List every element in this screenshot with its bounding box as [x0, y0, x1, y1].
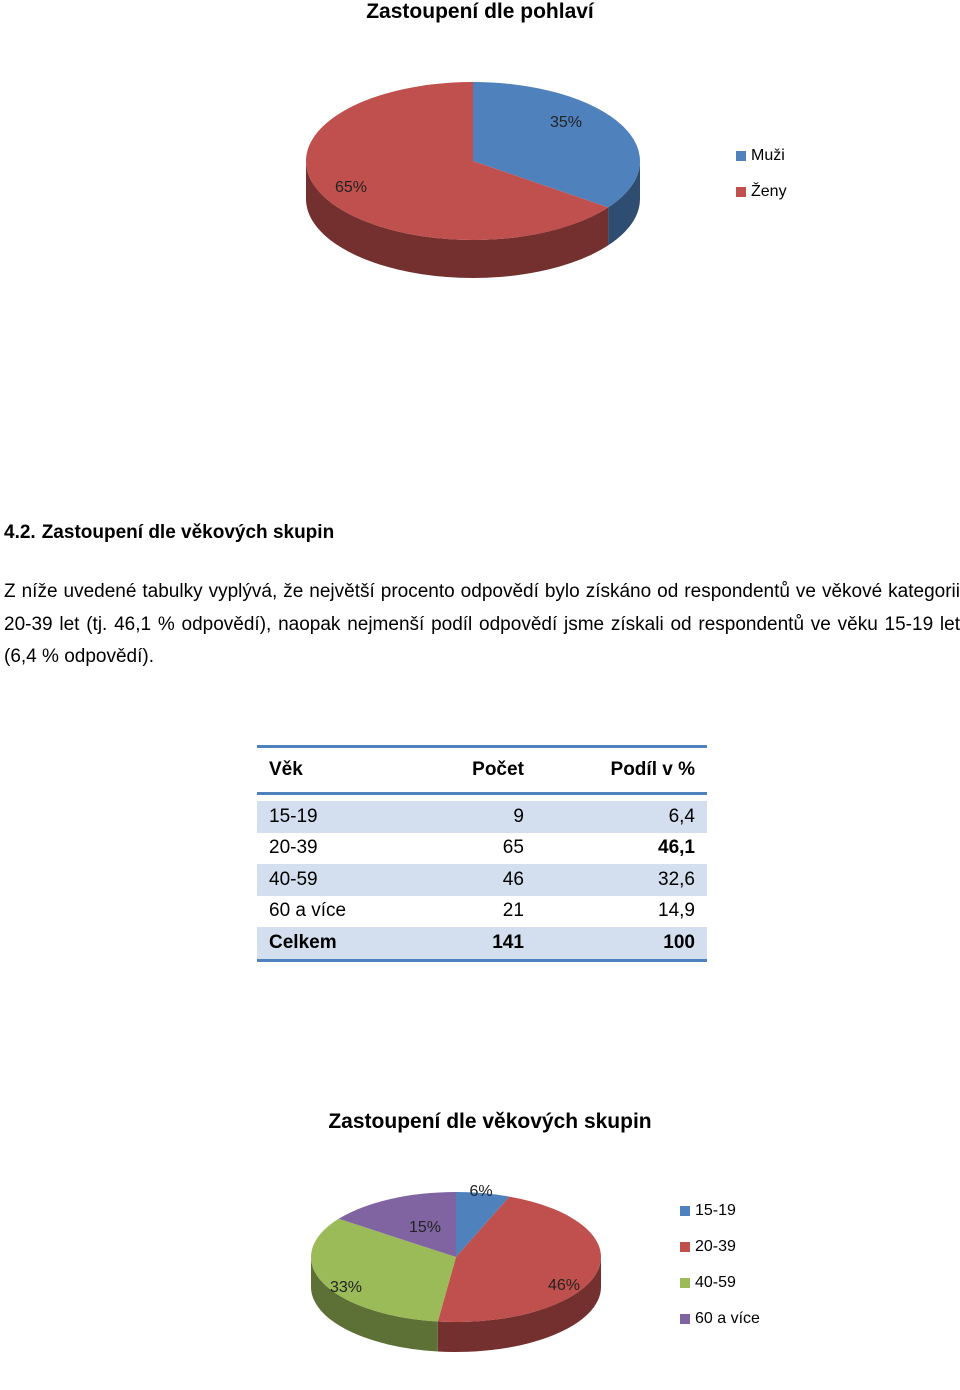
legend-gender [736, 138, 787, 210]
pie-data-label: 6% [469, 1183, 493, 1200]
section-heading [4, 522, 334, 544]
table-header-share: Podíl v % [536, 747, 707, 794]
legend-swatch-20-39 [680, 1242, 690, 1252]
table-row [257, 864, 707, 896]
table-row [257, 896, 707, 928]
table-cell-age: 60 a více [269, 900, 347, 922]
table-total-share: 100 [536, 927, 707, 960]
legend-swatch-zeny [736, 187, 746, 197]
legend-label-20-39: 20-39 [695, 1238, 736, 1255]
pie-chart-gender [0, 0, 960, 300]
pie-data-label: 65% [334, 179, 368, 196]
table-header-row [257, 747, 707, 794]
legend-age [680, 1193, 760, 1337]
table-row [257, 801, 707, 833]
legend-item-40-59 [680, 1265, 760, 1301]
legend-swatch-15-19 [680, 1206, 690, 1216]
pie-data-label: 46% [547, 1277, 581, 1294]
chart-title-age: Zastoupení dle věkových skupin [328, 1110, 652, 1133]
legend-item-15-19 [680, 1193, 760, 1229]
table-cell-share: 32,6 [536, 864, 707, 896]
legend-swatch-muzi [736, 151, 746, 161]
chart-title-gender: Zastoupení dle pohlaví [366, 0, 594, 23]
table-cell-age: 20-39 [269, 837, 318, 859]
age-table [257, 745, 707, 962]
legend-item-60-plus [680, 1301, 760, 1337]
legend-item-muzi [736, 138, 787, 174]
legend-label-60-plus: 60 a více [695, 1310, 760, 1327]
table-cell-share: 14,9 [658, 900, 695, 922]
table-total-count: 141 [416, 927, 535, 960]
pie-data-label: 15% [408, 1219, 442, 1236]
legend-item-20-39 [680, 1229, 760, 1265]
legend-swatch-40-59 [680, 1278, 690, 1288]
table-total-label: Celkem [257, 927, 416, 960]
pie-chart-age [0, 1140, 960, 1390]
legend-label-40-59: 40-59 [695, 1274, 736, 1291]
pie-data-label: 35% [549, 114, 583, 131]
table-total-row [257, 927, 707, 960]
table-cell-age: 40-59 [257, 864, 416, 896]
section-number: 4.2. [4, 522, 36, 543]
table-cell-share: 46,1 [658, 837, 695, 859]
body-paragraph: Z níže uvedené tabulky vyplývá, že největší procento odpovědí bylo získáno od respondentů ve věkové kategorii 20-39 let (tj. 46,1 % odpovědí), naopak nejmenší podíl odpovědí jsme získali od respondentů ve věku 15-19 let (6,4 % odpovědí). [4, 581, 960, 667]
legend-label-zeny: Ženy [751, 183, 787, 200]
table-cell-count: 21 [502, 900, 524, 922]
legend-label-muzi: Muži [751, 147, 785, 164]
section-title: Zastoupení dle věkových skupin [41, 522, 335, 543]
table-row [257, 833, 707, 865]
table-header-age: Věk [257, 747, 416, 794]
table-cell-age: 15-19 [257, 801, 416, 833]
legend-label-15-19: 15-19 [695, 1202, 736, 1219]
legend-item-zeny [736, 174, 787, 210]
pie-data-label: 33% [329, 1279, 363, 1296]
table-header-count: Počet [416, 747, 535, 794]
table-cell-share: 6,4 [536, 801, 707, 833]
table-cell-count: 46 [416, 864, 535, 896]
table-cell-count: 9 [416, 801, 535, 833]
legend-swatch-60-plus [680, 1314, 690, 1324]
table-cell-count: 65 [502, 837, 524, 859]
